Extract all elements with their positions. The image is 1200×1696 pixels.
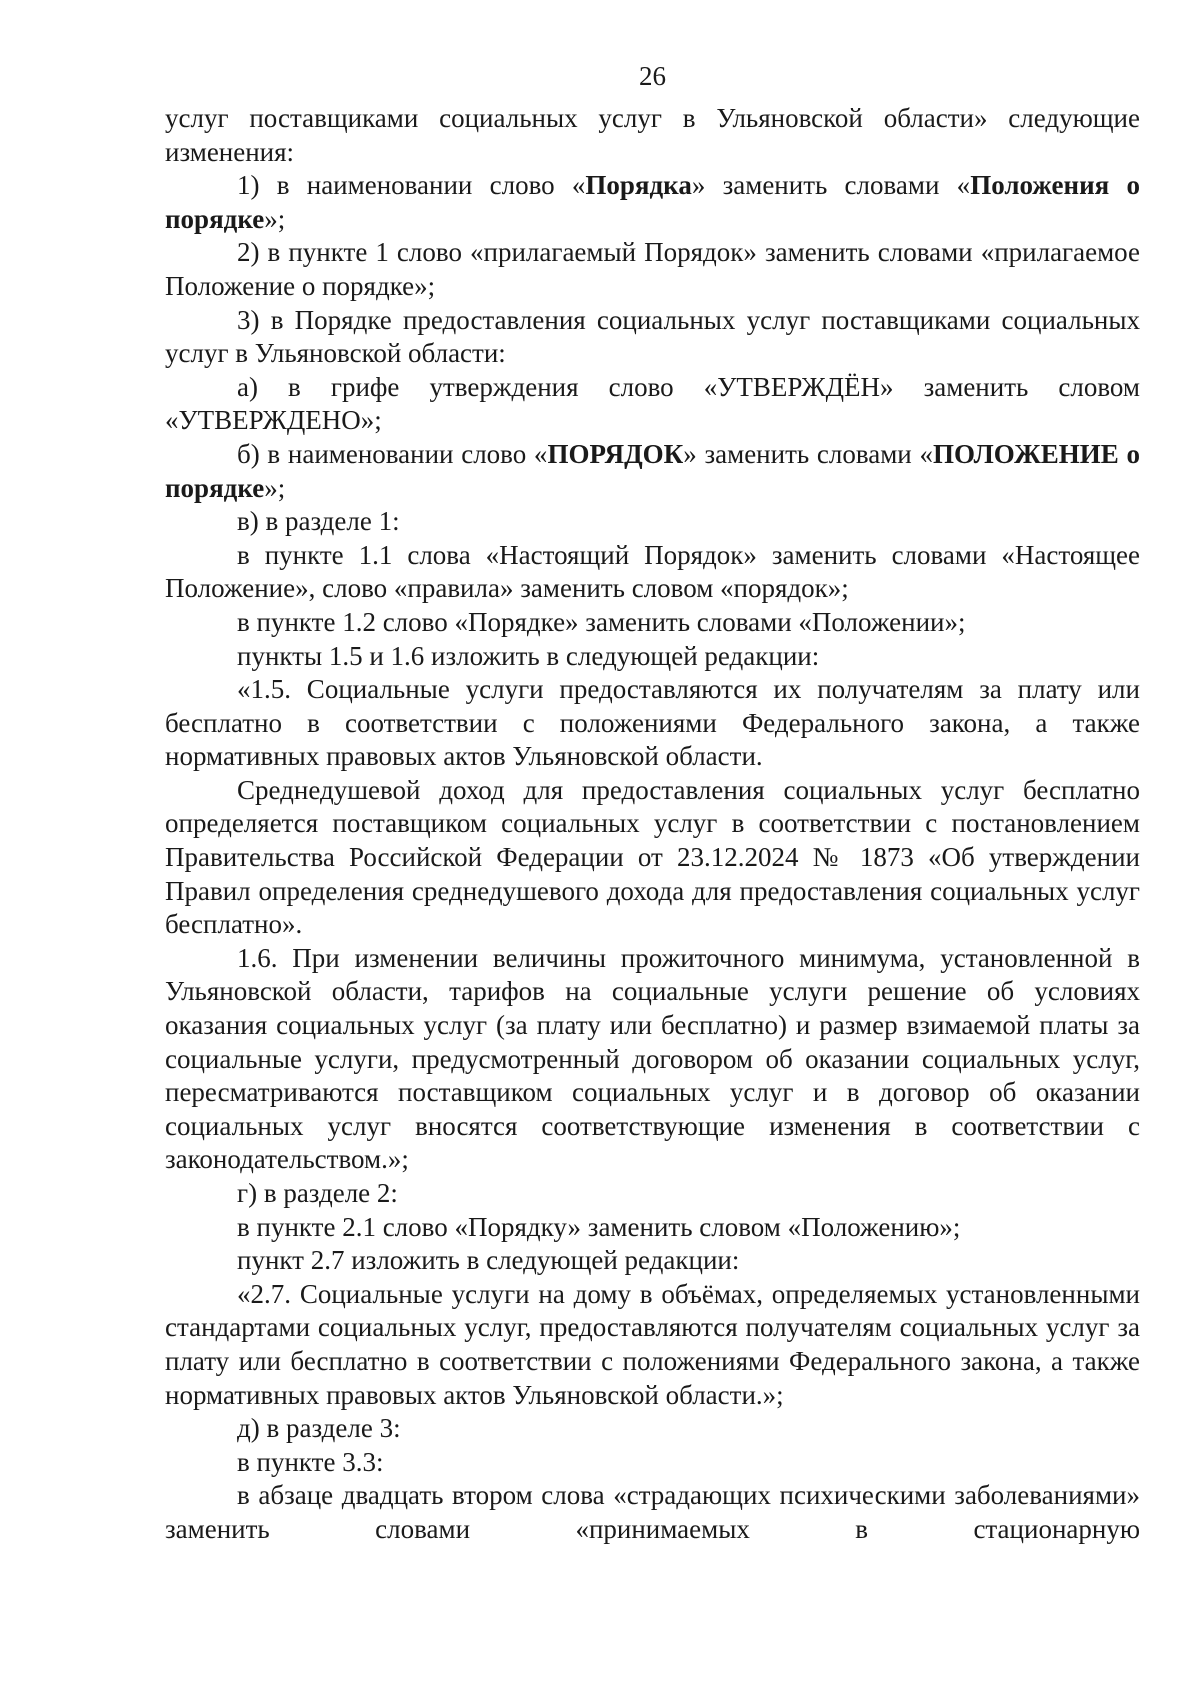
paragraph	[165, 438, 1140, 505]
page-number-text: 26	[639, 61, 666, 91]
text-run: »;	[264, 203, 286, 234]
bold-text: Порядка	[585, 170, 692, 201]
text-run: б) в наименовании слово «	[237, 438, 548, 469]
paragraph: «2.7. Социальные услуги на дому в объёмах, определяемых установленными стандартами социальных услуг, предоставляются получателям социальных услуг за плату или бесплатно в соответствии с положениями Федерального закона, а также нормативных правовых актов Ульяновской области.»;	[165, 1278, 1140, 1410]
paragraph: 1.6. При изменении величины прожиточного минимума, установленной в Ульяновской области, тарифов на социальные услуги решение об условиях оказания социальных услуг (за плату или бесплатно) и размер взимаемой платы за социальные услуги, предусмотренный договором об оказании социальных услуг, пересматриваются поставщиком социальных услуг и в договор об оказании социальных услуг вносятся соответствующие изменения в соответствии с законодательством.»;	[165, 942, 1140, 1175]
paragraph: а) в грифе утверждения слово «УТВЕРЖДЁН» заменить словом «УТВЕРЖДЕНО»;	[165, 371, 1140, 436]
bold-text: ПОРЯДОК	[547, 438, 684, 469]
paragraph: в пункте 1.1 слова «Настоящий Порядок» заменить словами «Настоящее Положение», слово «правила» заменить словом «порядок»;	[165, 539, 1140, 604]
paragraph: д) в разделе 3:	[237, 1413, 401, 1444]
paragraph: в абзаце двадцать втором слова «страдающих психическими заболеваниями» заменить словами «принимаемых в стационарную	[165, 1480, 1140, 1544]
bold-text: ПОЛОЖЕНИЕ о порядке	[165, 438, 1140, 503]
document-body	[165, 102, 1140, 1547]
text-run: » заменить словами «	[683, 438, 933, 469]
document-page	[165, 60, 1140, 1547]
page-number	[165, 60, 1140, 94]
paragraph: г) в разделе 2:	[237, 1178, 398, 1208]
text-run: »;	[264, 472, 286, 503]
paragraph: пункт 2.7 изложить в следующей редакции:	[237, 1245, 740, 1276]
paragraph: 2) в пункте 1 слово «прилагаемый Порядок» заменить словами «прилагаемое Положение о порядке»;	[165, 237, 1140, 301]
paragraph: Среднедушевой доход для предоставления социальных услуг бесплатно определяется поставщиком социальных услуг в соответствии с постановлением Правительства Российской Федерации от 23.12.2024 № 1873 «Об утверждении Правил определения среднедушевого дохода для предоставления социальных услуг бесплатно».	[165, 774, 1140, 940]
paragraph: в пункте 1.2 слово «Порядке» заменить словами «Положении»;	[237, 606, 966, 637]
paragraph	[165, 169, 1140, 236]
paragraph: услуг поставщиками социальных услуг в Ульяновской области» следующие изменения:	[165, 103, 1140, 167]
text-run: » заменить словами «	[691, 170, 971, 201]
paragraph: 3) в Порядке предоставления социальных услуг поставщиками социальных услуг в Ульяновской области:	[165, 304, 1140, 369]
paragraph: в) в разделе 1:	[237, 506, 400, 537]
paragraph: пункты 1.5 и 1.6 изложить в следующей редакции:	[237, 640, 820, 671]
bold-text: Положения о порядке	[165, 170, 1140, 234]
paragraph: в пункте 3.3:	[237, 1446, 384, 1477]
text-run: 1) в наименовании слово «	[237, 170, 586, 201]
paragraph: «1.5. Социальные услуги предоставляются их получателям за плату или бесплатно в соответствии с положениями Федерального закона, а также нормативных правовых актов Ульяновской области.	[165, 674, 1140, 772]
paragraph: в пункте 2.1 слово «Порядку» заменить словом «Положению»;	[237, 1211, 961, 1242]
